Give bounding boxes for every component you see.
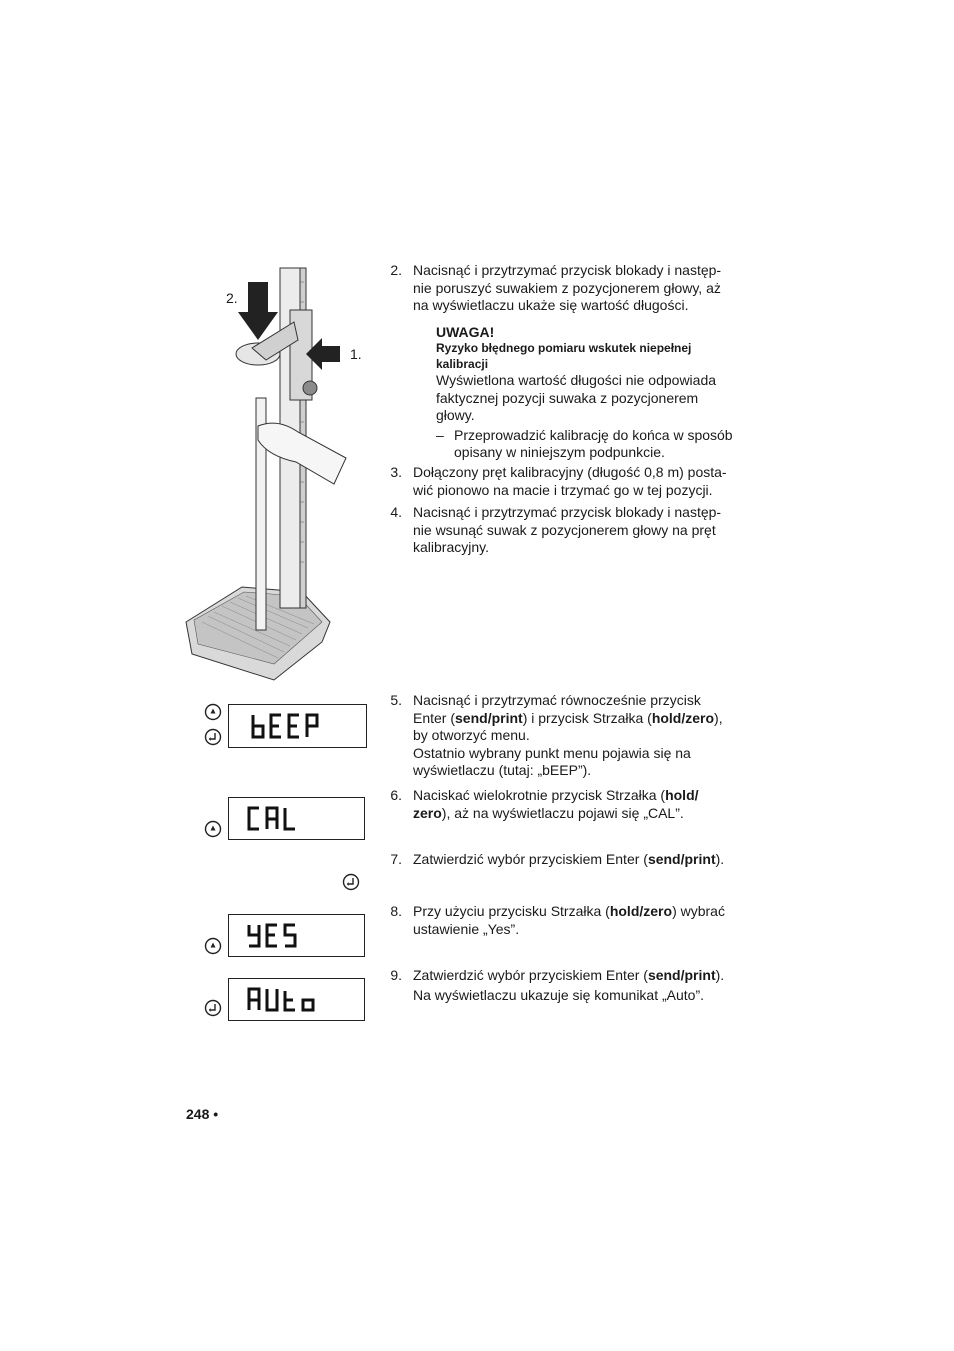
bullet-text-line: Przeprowadzić kalibrację do końca w sposób xyxy=(454,426,733,443)
warning-bullet xyxy=(436,427,736,462)
step-text-line: wyświetlaczu (tutaj: „bEEP”). xyxy=(413,762,592,779)
step-text-line: Nacisnąć i przytrzymać przycisk blokady i następ- xyxy=(413,262,722,278)
warning-subtitle: Ryzyko błędnego pomiaru wskutek niepełnej xyxy=(436,341,692,355)
step-text-line: Ostatnio wybrany punkt menu pojawia się na xyxy=(413,744,691,761)
step-number: 2. xyxy=(390,262,402,278)
enter-button-icon xyxy=(342,873,360,891)
arrow-button-icon xyxy=(204,820,222,838)
step-number: 9. xyxy=(390,967,402,983)
callout-2: 2. xyxy=(226,290,238,306)
step-text-line: nie poruszyć suwakiem z pozycjonerem głowy, aż xyxy=(413,279,721,296)
step-number: 6. xyxy=(390,787,402,803)
warning-text-line: Wyświetlona wartość długości nie odpowiada xyxy=(436,372,717,388)
step-text-line: Nacisnąć i przytrzymać przycisk blokady i następ- xyxy=(413,504,722,520)
step-text-line: na wyświetlaczu ukaże się wartość długości. xyxy=(413,297,689,314)
warning-text-line: głowy. xyxy=(436,407,475,424)
bullet-dash: – xyxy=(436,426,444,443)
step-text-line: ustawienie „Yes”. xyxy=(413,920,520,937)
stadiometer-illustration xyxy=(182,262,372,688)
lcd-segments xyxy=(229,798,364,839)
bullet-text-line: opisany w niniejszym podpunkcie. xyxy=(454,444,665,461)
lcd-segments xyxy=(229,915,364,956)
step-text-line: wić pionowo na macie i trzymać go w tej pozycji. xyxy=(413,481,713,498)
arrow-button-icon xyxy=(204,937,222,955)
step-text-line: Przy użyciu przycisku Strzałka (hold/zero) wybrać xyxy=(413,903,725,919)
warning-subtitle: kalibracji xyxy=(436,357,489,371)
step-text-line: by otworzyć menu. xyxy=(413,727,530,744)
step-number: 8. xyxy=(390,903,402,919)
warning-text-line: faktycznej pozycji suwaka z pozycjonerem xyxy=(436,389,699,406)
warning-box xyxy=(436,324,736,462)
step-text-line: Nacisnąć i przytrzymać równocześnie przycisk xyxy=(413,692,701,708)
step-text-line: kalibracyjny. xyxy=(413,539,489,556)
arrow-button-icon xyxy=(204,703,222,721)
step-number: 7. xyxy=(390,851,402,867)
step-text-line: Zatwierdzić wybór przyciskiem Enter (send/print). xyxy=(413,851,725,867)
lcd-display-cal xyxy=(228,797,365,840)
page-number: 248 • xyxy=(186,1106,219,1122)
stadiometer-drawing xyxy=(182,262,372,688)
lcd-display-auto xyxy=(228,978,365,1021)
callout-1: 1. xyxy=(350,346,362,362)
step-number: 4. xyxy=(390,504,402,520)
lcd-display-yes xyxy=(228,914,365,957)
step-text-line: nie wsunąć suwak z pozycjonerem głowy na pręt xyxy=(413,521,716,538)
lcd-segments xyxy=(229,979,364,1020)
step-text-line: Zatwierdzić wybór przyciskiem Enter (send/print). xyxy=(413,967,725,983)
step-number: 3. xyxy=(390,464,402,480)
step-text-line: zero), aż na wyświetlaczu pojawi się „CAL”. xyxy=(413,804,684,821)
step-text-line: Naciskać wielokrotnie przycisk Strzałka (hold/ xyxy=(413,787,699,803)
step-number: 5. xyxy=(390,692,402,708)
enter-button-icon xyxy=(204,999,222,1017)
enter-button-icon xyxy=(204,728,222,746)
step-text-line: Enter (send/print) i przycisk Strzałka (hold/zero), xyxy=(413,709,723,726)
lcd-display-beep xyxy=(228,704,367,748)
lcd-segments xyxy=(229,705,366,747)
step-text-line: Na wyświetlaczu ukazuje się komunikat „Auto”. xyxy=(413,986,705,1003)
warning-title: UWAGA! xyxy=(436,324,495,340)
step-text-line: Dołączony pręt kalibracyjny (długość 0,8 m) posta- xyxy=(413,464,727,480)
